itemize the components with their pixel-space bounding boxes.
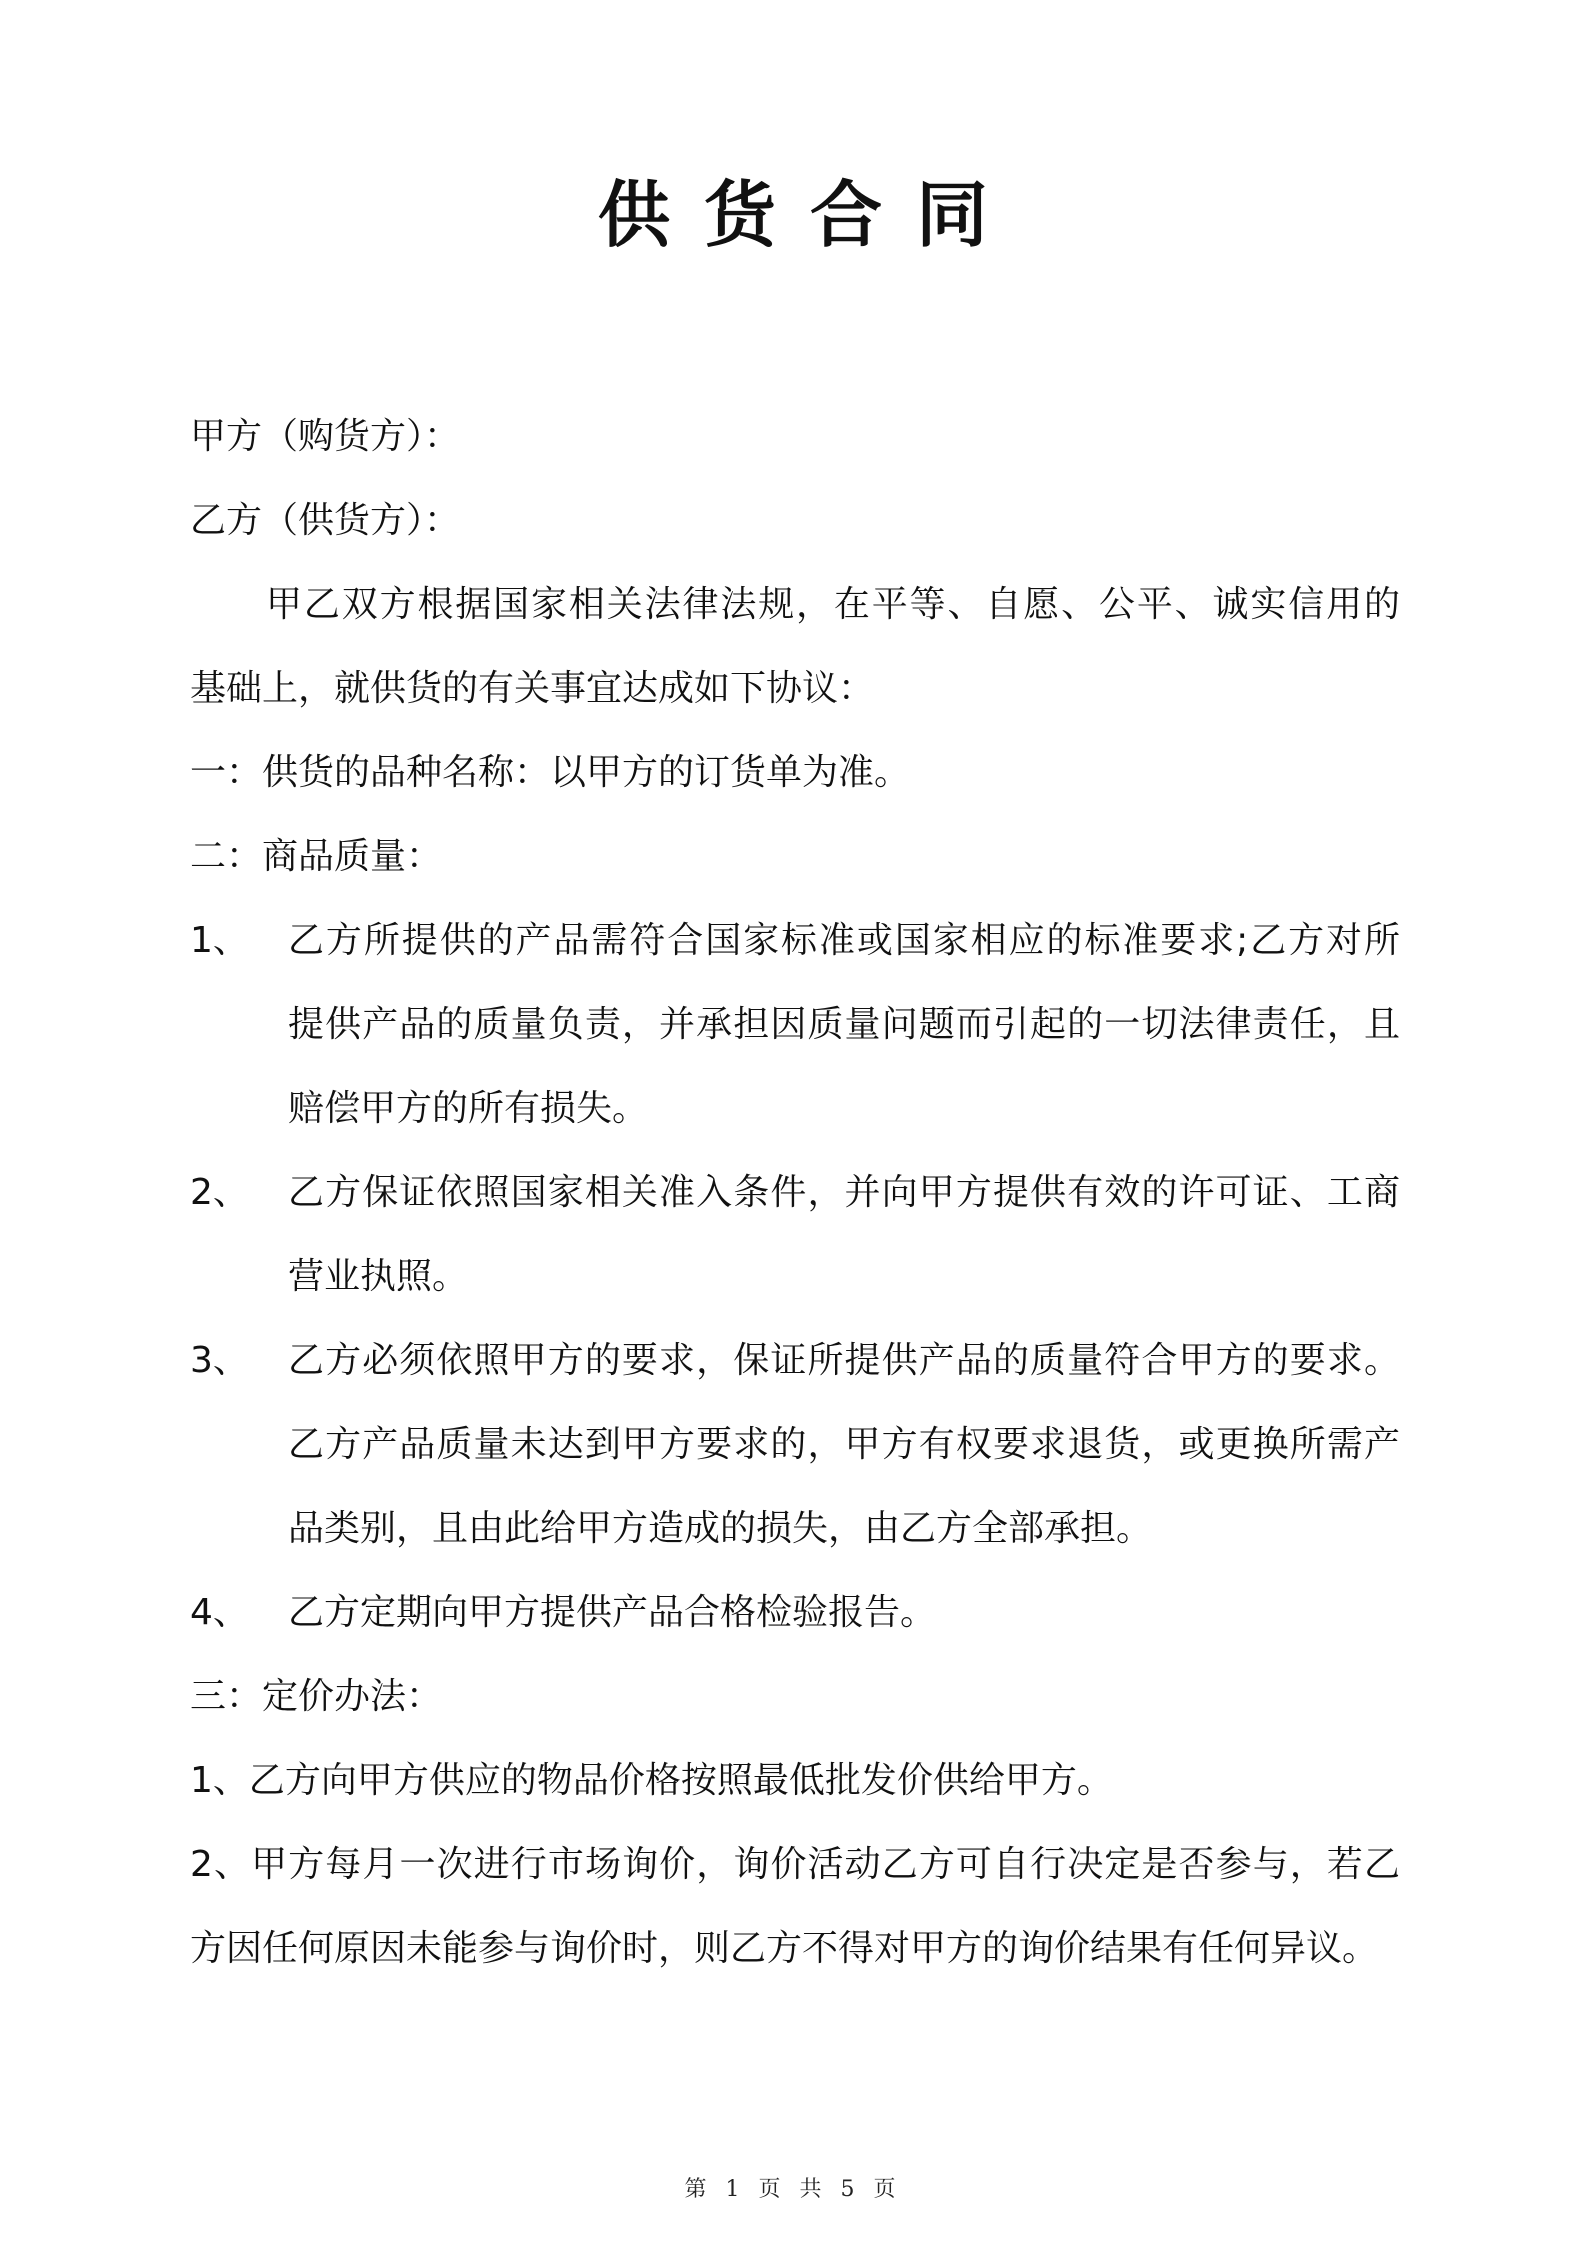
section-2-heading: 二：商品质量：: [190, 836, 443, 877]
quality-item-1: [190, 899, 1400, 1151]
quality-item-4: [190, 1571, 1400, 1655]
intro-line: 甲乙双方根据国家相关法律法规，在平等、自愿、公平、诚实信用的: [266, 584, 1400, 625]
intro-line: 基础上，就供货的有关事宜达成如下协议：: [190, 668, 875, 709]
party-a-line: 甲方（购货方）：: [190, 416, 461, 457]
page-number-footer: 第 1 页 共 5 页: [684, 2177, 902, 2202]
pricing-line: 方因任何原因未能参与询价时，则乙方不得对甲方的询价结果有任何异议。: [190, 1928, 1379, 1969]
item-line: 乙方所提供的产品需符合国家标准或国家相应的标准要求;乙方对所: [288, 920, 1400, 961]
item-number: 4、: [190, 1592, 249, 1633]
pricing-line: 2、甲方每月一次进行市场询价，询价活动乙方可自行决定是否参与，若乙: [190, 1844, 1400, 1885]
quality-item-3: [190, 1319, 1400, 1571]
party-b-line: 乙方（供货方）：: [190, 500, 461, 541]
quality-item-2: [190, 1151, 1400, 1319]
item-line: 提供产品的质量负责，并承担因质量问题而引起的一切法律责任，且: [288, 1004, 1400, 1045]
pricing-clause-2: [190, 1823, 1400, 1991]
item-line: 品类别，且由此给甲方造成的损失，由乙方全部承担。: [288, 1508, 1153, 1549]
item-number: 3、: [190, 1340, 249, 1381]
contract-body: [190, 395, 1400, 1991]
pricing-line: 1、乙方向甲方供应的物品价格按照最低批发价供给甲方。: [190, 1760, 1113, 1801]
item-line: 乙方保证依照国家相关准入条件，并向甲方提供有效的许可证、工商: [288, 1172, 1400, 1213]
document-title: 供货合同: [597, 173, 1022, 257]
item-line: 赔偿甲方的所有损失。: [288, 1088, 649, 1129]
pricing-clause-1: [190, 1739, 1400, 1823]
intro-paragraph: [190, 563, 1400, 731]
item-line: 乙方定期向甲方提供产品合格检验报告。: [288, 1592, 937, 1633]
item-line: 乙方产品质量未达到甲方要求的，甲方有权要求退货，或更换所需产: [288, 1424, 1400, 1465]
item-number: 2、: [190, 1172, 249, 1213]
section-1-heading: 一：供货的品种名称：以甲方的订货单为准。: [190, 752, 911, 793]
item-number: 1、: [190, 920, 249, 961]
section-3-heading: 三：定价办法：: [190, 1676, 443, 1717]
item-line: 营业执照。: [288, 1256, 469, 1297]
item-line: 乙方必须依照甲方的要求，保证所提供产品的质量符合甲方的要求。: [288, 1340, 1400, 1381]
